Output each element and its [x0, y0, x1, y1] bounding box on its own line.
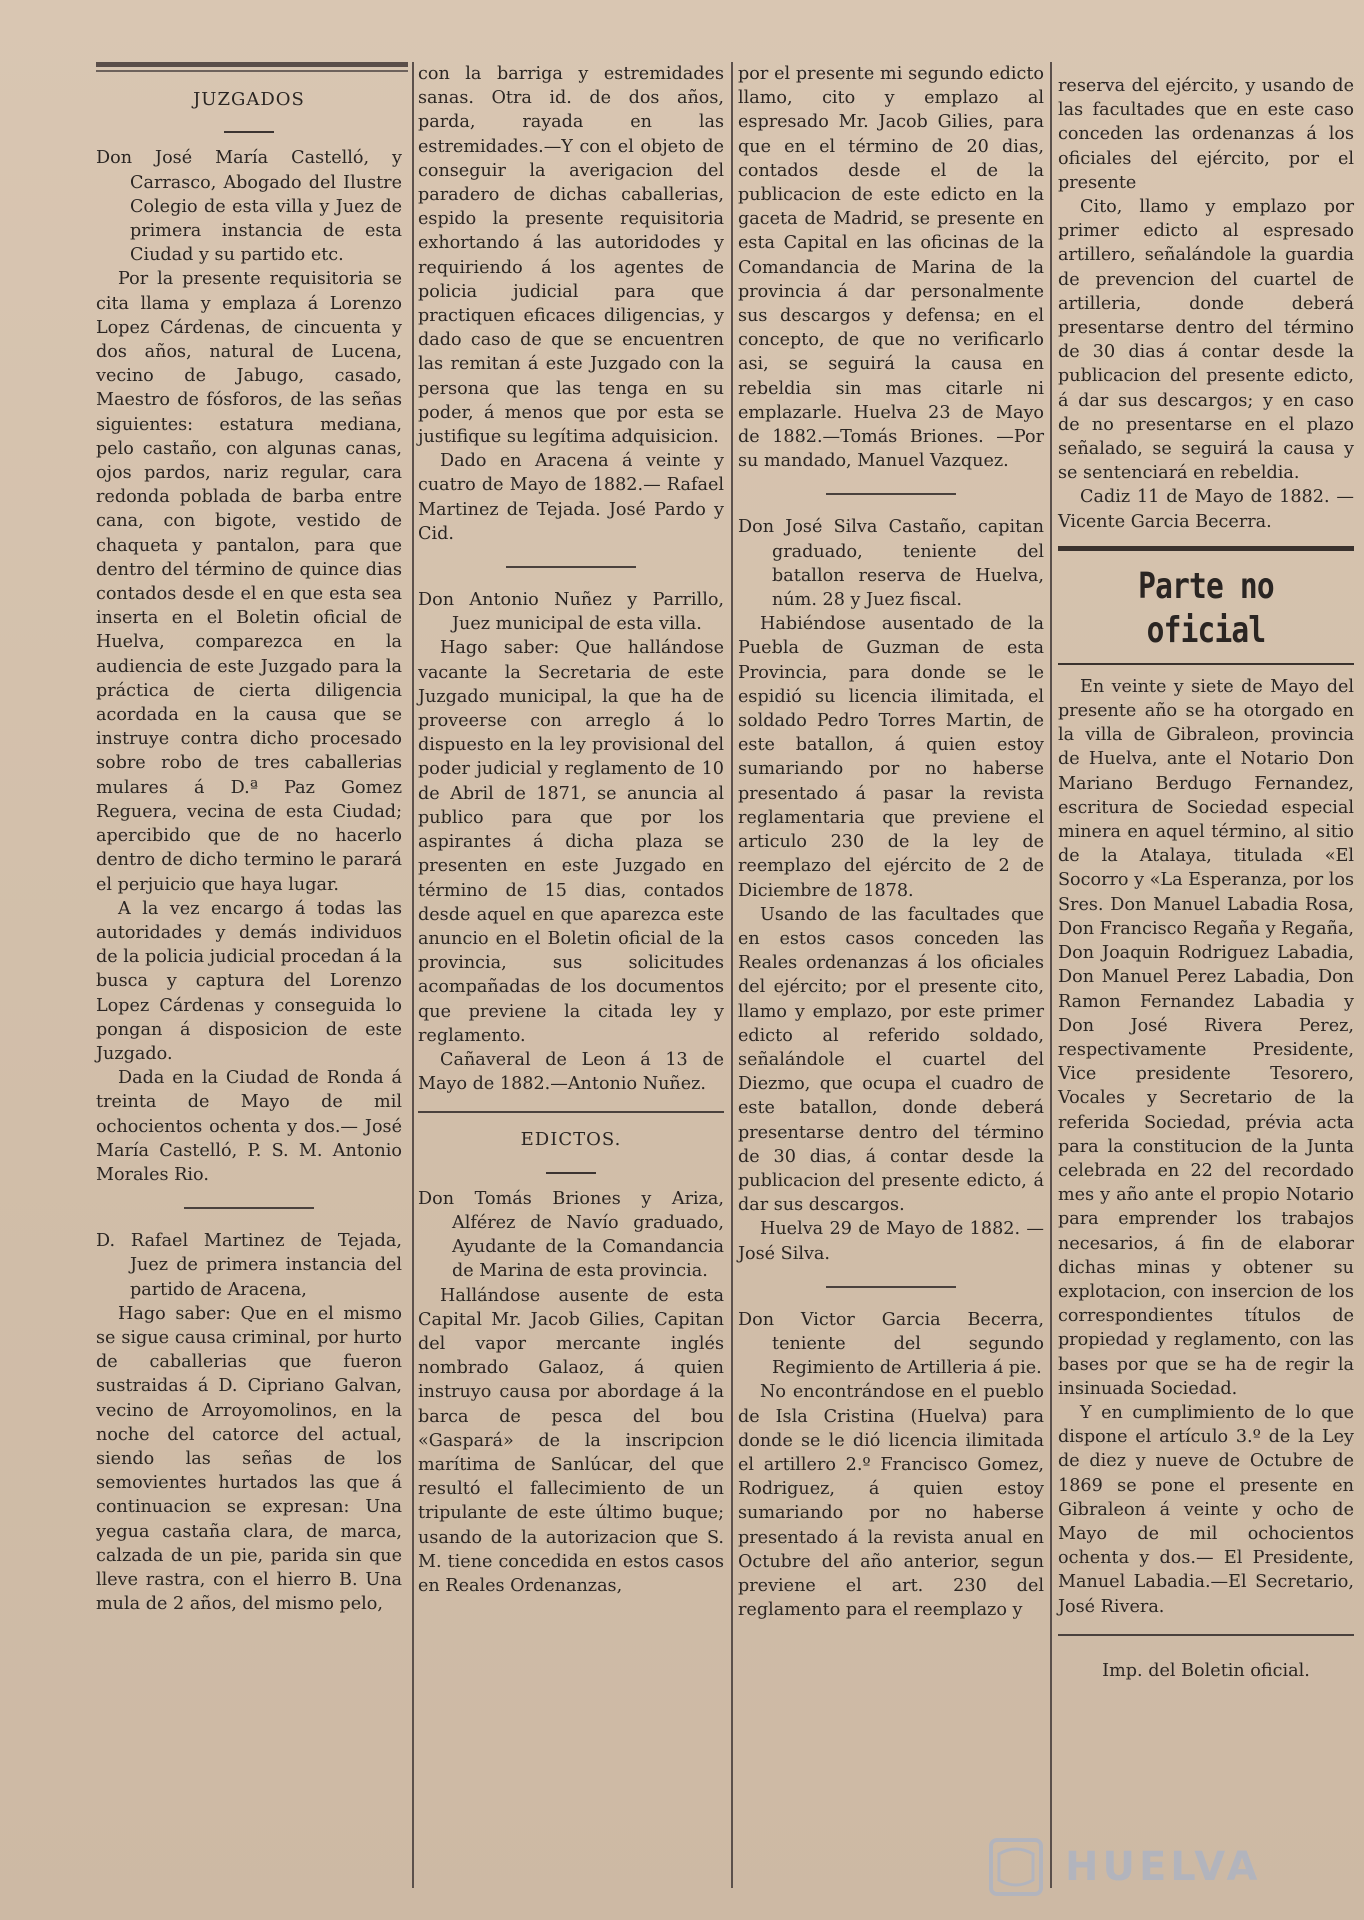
huelva-watermark: [985, 1836, 1262, 1896]
column-1: [96, 88, 402, 1616]
section-divider-long: [418, 1106, 724, 1118]
parte-under-rule: [1058, 663, 1354, 665]
becerra-header: Don Victor Garcia Becerra, teniente del segundo Regimiento de Artilleria á pie.: [738, 1309, 1044, 1379]
sociedad-paragraph: En veinte y siete de Mayo del presente año se ha otorgado en la villa de Gibraleon, provincia de Huelva, ante el Notario Don Mariano Berdugo Fernandez, escritura de Sociedad especial minera en aquel término, al sitio de la Atalaya, titulada «El Socorro y «La Esperanza, por los Sres. Don Manuel Labadia Rosa, Don Francisco Regaña y Regaña, Don Joaquin Rodriguez Labadia, Don Manuel Perez Labadia, Don Ramon Fernandez Labadia y Don José Rivera Perez, respectivamente Presidente, Vice presidente Tesorero, Vocales y Secretario de la referida Sociedad, prévia acta para la constitucion de la Junta celebrada en 22 del recordado mes y año ante el propio Notario para emprender los trabajos necesarios, á fin de elaborar dichas minas y obtener su explotacion, con insercion de los correspondientes títulos de propiedad y reglamento, con las bases por que se ha de regir la insinuada Sociedad.: [1058, 676, 1354, 1399]
reserva-continuation: reserva del ejército, y usando de las facultades que en este caso conceden las ordenanzas á los oficiales del ejército, por el presente: [1058, 76, 1354, 193]
briones-header: Don Tomás Briones y Ariza, Alférez de Navío graduado, Ayudante de la Comandancia de Marina de esta provincia.: [418, 1188, 724, 1282]
hurto-continuation: con la barriga y estremidades sanas. Otra id. de dos años, parda, rayada en las estremidades.—Y con el objeto de conseguir la averigacion del paradero de dichas caballerias, espido la presente requisitoria exhortando á las autoridodes y requiriendo á los agentes de policia judicial para que practiquen eficaces diligencias, y dado caso de que se encuentren las remitan á este Juzgado con la persona que las tenga en su poder, á menos que por esta se justifique su legítima adquisicion.: [418, 64, 724, 448]
watermark-text: HUELVA: [1065, 1844, 1262, 1890]
heading-dash: [418, 1157, 724, 1181]
section-divider: [96, 1201, 402, 1215]
edictos-heading: EDICTOS.: [520, 1129, 622, 1151]
watermark-logo-icon: [985, 1836, 1055, 1896]
juzgados-heading: JUZGADOS: [193, 89, 305, 110]
column-4: [1058, 74, 1354, 1683]
section-divider: [418, 560, 724, 574]
encargo-paragraph: A la vez encargo á todas las autoridades y demás individuos de la policia judicial procedan á la busca y captura del Lorenzo Lopez Cárdenas y conseguida lo pongan á disposicion de este Juzgado.: [96, 898, 402, 1064]
canaveral-date: Cañaveral de Leon á 13 de Mayo de 1882.—Antonio Nuñez.: [418, 1049, 724, 1095]
imprint-rule: [1058, 1629, 1354, 1641]
parte-no-oficial-heading: Parte no oficial: [1138, 565, 1274, 651]
nunez-header: Don Antonio Nuñez y Parrillo, Juez municipal de esta villa.: [418, 590, 724, 635]
gilies-paragraph: Hallándose ausente de esta Capital Mr. Jacob Gilies, Capitan del vapor mercante inglés nombrado Galaoz, á quien instruyo causa por abordage á la barca de pesca del bou «Gaspará» de la inscripcion marítima de Sanlúcar, del que resultó el fallecimiento de un tripulante de este último buque; usando de la autorizacion que S. M. tiene concedida en estos casos en Reales Ordenanzas,: [418, 1285, 724, 1596]
cumplimiento-paragraph: Y en cumplimiento de lo que dispone el artículo 3.º de la Ley de diez y nueve de Octubre de 1869 se pone el presente en Gibraleon á veinte y ocho de Mayo de mil ochocientos ochenta y dos.— El Presidente, Manuel Labadia.—El Secretario, José Rivera.: [1058, 1402, 1354, 1617]
secretaria-paragraph: Hago saber: Que hallándose vacante la Secretaria de este Juzgado municipal, la que ha de proveerse con arreglo á lo dispuesto en la ley provisional del poder judicial y reglamento de 10 de Abril de 1871, se anuncia al publico para que por los aspirantes á dicha plaza se presenten en este Juzgado en término de 15 dias, contados desde aquel en que aparezca este anuncio en el Boletin oficial de la provincia, sus solicitudes acompañadas de los documentos que previene la citada ley y reglamento.: [418, 638, 724, 1046]
gilies-continuation: por el presente mi segundo edicto llamo, cito y emplazo al espresado Mr. Jacob Gilies, para que en el término de 20 dias, contados desde el de la publicacion de este edicto en la gaceta de Madrid, se presente en esta Capital en las oficinas de la Comandancia de Marina de la provincia á dar personalmente sus descargos y defensa; en el concepto, de que no verificarlo asi, se seguirá la causa en rebeldia sin mas citarle ni emplazarle. Huelva 23 de Mayo de 1882.—Tomás Briones. —Por su mandado, Manuel Vazquez.: [738, 64, 1044, 472]
imprint: Imp. del Boletin oficial.: [1102, 1660, 1310, 1681]
column-separator-2: [731, 62, 733, 1888]
ronda-date: Dada en la Ciudad de Ronda á treinta de Mayo de mil ochocientos ochenta y dos.— José María Castelló, P. S. M. Antonio Morales Rio.: [96, 1068, 402, 1185]
section-divider: [738, 1280, 1044, 1294]
requisitoria-paragraph: Por la presente requisitoria se cita llama y emplaza á Lorenzo Lopez Cárdenas, de cincuenta y dos años, natural de Lucena, vecino de Jabugo, casado, Maestro de fósforos, de las señas siguientes: estatura mediana, pelo castaño, con algunas canas, ojos pardos, nariz regular, cara redonda poblada de barba entre cana, con bigote, vestido de chaqueta y pantalon, para que dentro del término de quince dias contados desde el en que esta sea inserta en el Boletin oficial de Huelva, comparezca en la audiencia de este Juzgado para la práctica de cierta diligencia acordada en la causa que se instruye contra dicho procesado sobre robo de tres caballerias mulares á D.ª Paz Gomez Reguera, vecina de esta Ciudad; apercibido que de no hacerlo dentro de dicho termino le parará el perjuicio que haya lugar.: [96, 269, 402, 895]
isla-cristina-paragraph: No encontrándose en el pueblo de Isla Cristina (Huelva) para donde se le dió licencia ilimitada el artillero 2.º Francisco Gomez, Rodriguez, á quien estoy sumariando por no haberse presentado á la revista anual en Octubre del año anterior, segun previene el art. 230 del reglamento para el reemplazo y: [738, 1382, 1044, 1621]
castello-header: Don José María Castelló, y Carrasco, Abogado del Ilustre Colegio de esta villa y Juez de primera instancia de esta Ciudad y su partido etc.: [96, 148, 402, 266]
column-3: [738, 62, 1044, 1622]
column-separator-1: [412, 62, 414, 1888]
huelva-date: Huelva 29 de Mayo de 1882. —José Silva.: [738, 1219, 1044, 1264]
parte-top-rule: [1058, 546, 1354, 551]
cito-paragraph: Cito, llamo y emplazo por primer edicto al espresado artillero, señalándole la guardia de prevencion del cuartel de artilleria, donde deberá presentarse dentro del término de 30 dias á contar desde la publicacion del presente edicto, á dar sus descargos; y en caso de no presentarse en el plazo señalado, se seguirá la causa y se sentenciará en rebeldia.: [1058, 197, 1354, 484]
silva-header: Don José Silva Castaño, capitan graduado, teniente del batallon reserva de Huelva, núm. 28 y Juez fiscal.: [738, 517, 1044, 611]
heading-dash: [96, 116, 402, 140]
cadiz-date: Cadiz 11 de Mayo de 1882. —Vicente Garcia Becerra.: [1058, 487, 1354, 532]
facultades-paragraph: Usando de las facultades que en estos casos conceden las Reales ordenanzas á los oficiales del ejército; por el presente cito, llamo y emplazo, por este primer edicto al referido soldado, señalándole el cuartel del Diezmo, que ocupa el cuadro de este batallon, donde deberá presentarse dentro del término de 30 dias, á contar desde la publicacion del presente edicto, á dar sus descargos.: [738, 904, 1044, 1216]
hurto-paragraph: Hago saber: Que en el mismo se sigue causa criminal, por hurto de caballerias que fueron sustraidas á D. Cipriano Galvan, vecino de Arroyomolinos, en la noche del catorce del actual, siendo las señas de los semovientes hurtados las que á continuacion se expresan: Una yegua castaña clara, de marca, calzada de un pie, parida sin que lleve rastra, con el hierro B. Una mula de 2 años, del mismo pelo,: [96, 1303, 402, 1615]
column-2: [418, 62, 724, 1598]
tejada-header: D. Rafael Martinez de Tejada, Juez de primera instancia del partido de Aracena,: [96, 1231, 402, 1300]
aracena-date: Dado en Aracena á veinte y cuatro de Mayo de 1882.— Rafael Martinez de Tejada. José Pardo y Cid.: [418, 451, 724, 544]
top-rule: [96, 62, 408, 67]
top-rule-thin: [96, 70, 408, 72]
torres-paragraph: Habiéndose ausentado de la Puebla de Guzman de esta Provincia, para donde se le espidió su licencia ilimitada, el soldado Pedro Torres Martin, de este batallon, á quien estoy sumariando por no haberse presentado á pasar la revista reglamentaria que previene el articulo 230 de la ley de reemplazo del ejército de 2 de Diciembre de 1878.: [738, 614, 1044, 901]
column-separator-3: [1050, 62, 1052, 1888]
section-divider: [738, 487, 1044, 501]
